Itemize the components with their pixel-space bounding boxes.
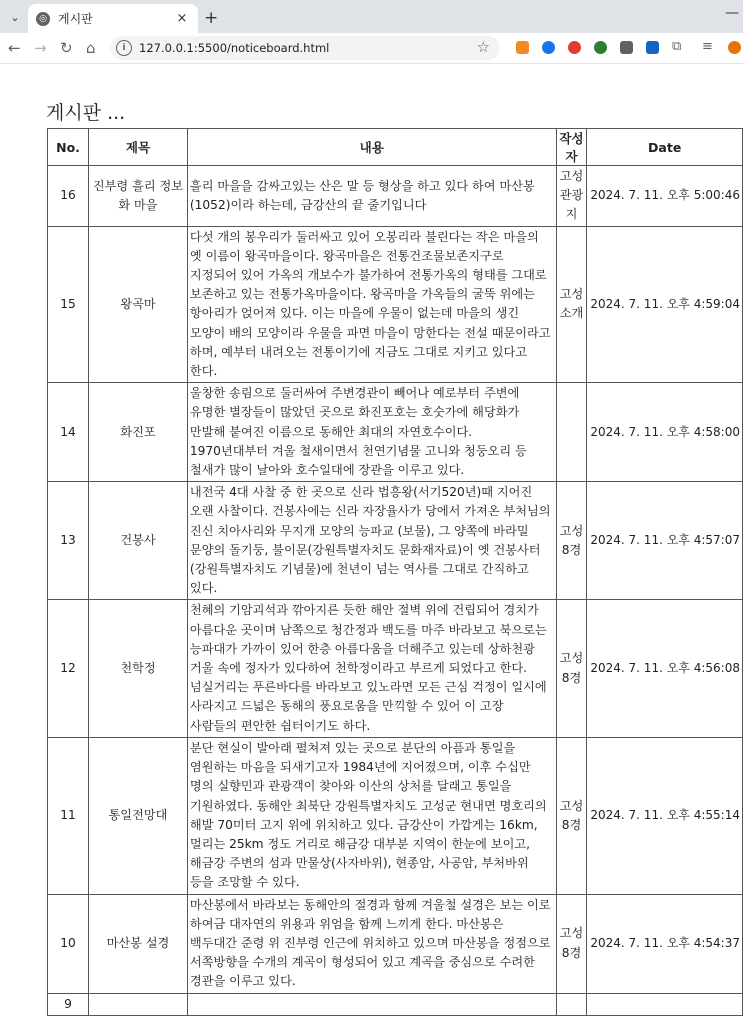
row-no: 9 — [48, 993, 89, 1015]
header-author: 작성자 — [556, 129, 587, 166]
extension-icon[interactable] — [646, 41, 659, 54]
url-text: 127.0.0.1:5500/noticeboard.html — [139, 41, 330, 55]
row-author: 고성 관광지 — [556, 166, 587, 227]
row-content: 마산봉에서 바라보는 동해안의 절경과 함께 겨울철 설경은 보는 이로 하여금 대자연의 위용과 위엄을 함께 느끼게 한다. 마산봉은 백두대간 준령 위 진부령 인근에 위치하고 있으며 마산봉을 정점으로 서쪽방향을 수개의 계곡이 형성되어 있고 계곡을 중심으로 수려한 경관을 이루고 있다. — [187, 894, 556, 993]
row-date: 2024. 7. 11. 오후 4:56:08 — [587, 600, 743, 737]
table-row[interactable] — [48, 226, 743, 383]
row-author — [556, 383, 587, 482]
row-content: 다섯 개의 봉우리가 둘러싸고 있어 오봉리라 불린다는 작은 마을의 옛 이름이 왕곡마을이다. 왕곡마을은 전통건조물보존지구로 지정되어 있어 가옥의 개보수가 불가하여 전통가옥의 형태를 그대로 보존하고 있는 전통가옥마을이다. 왕곡마을 가옥들의 굴뚝 위에는 항아리가 얹어져 있다. 이는 마을에 우물이 없는데 마을의 생긴 모양이 배의 모양이라 우물을 파면 마을이 망한다는 전설 때문이라고 하며, 예부터 내려오는 전통이기에 지금도 그대로 지키고 있다고 한다. — [187, 226, 556, 383]
row-no: 10 — [48, 894, 89, 993]
browser-tab[interactable] — [28, 4, 198, 33]
extension-icon[interactable] — [516, 41, 529, 54]
row-title: 화진포 — [89, 383, 188, 482]
bookmark-star-icon[interactable]: ☆ — [476, 38, 490, 56]
row-title — [89, 993, 188, 1015]
tab-search-button[interactable] — [4, 6, 26, 28]
reload-icon[interactable]: ↻ — [60, 39, 73, 57]
row-date: 2024. 7. 11. 오후 4:54:37 — [587, 894, 743, 993]
close-tab-button[interactable]: × — [176, 11, 188, 26]
row-title: 천학정 — [89, 600, 188, 737]
row-date: 2024. 7. 11. 오후 4:55:14 — [587, 737, 743, 894]
row-date: 2024. 7. 11. 오후 4:58:00 — [587, 383, 743, 482]
header-no: No. — [48, 129, 89, 166]
table-row[interactable] — [48, 737, 743, 894]
reading-list-icon[interactable]: ≡ — [702, 39, 713, 54]
row-no: 14 — [48, 383, 89, 482]
site-info-icon[interactable]: i — [116, 40, 132, 56]
row-no: 15 — [48, 226, 89, 383]
new-tab-button[interactable]: + — [204, 8, 219, 28]
home-icon[interactable]: ⌂ — [86, 39, 96, 57]
shield-icon[interactable] — [542, 41, 555, 54]
row-author: 고성8경 — [556, 737, 587, 894]
row-content: 내전국 4대 사찰 중 한 곳으로 신라 법흥왕(서기520년)때 지어진 오랜 사찰이다. 건봉사에는 신라 자장율사가 당에서 가져온 부처님의 진신 치아사리와 무지개 모양의 능파교 (보물), 그 양쪽에 바라밀 문양의 돌기둥, 불이문(강원특별자치도 문화재자료)이 옛 건봉사터(강원특별자치도 기념물)에 천년이 넘는 역사를 그대로 간직하고 있다. — [187, 482, 556, 600]
table-row[interactable] — [48, 166, 743, 227]
row-author — [556, 993, 587, 1015]
profile-avatar[interactable] — [728, 41, 741, 54]
notice-board-table — [47, 128, 743, 1016]
row-content — [187, 993, 556, 1015]
tab-strip — [0, 0, 743, 33]
extension-icon[interactable] — [594, 41, 607, 54]
row-author: 고성 소개 — [556, 226, 587, 383]
table-row[interactable] — [48, 894, 743, 993]
header-title: 제목 — [89, 129, 188, 166]
row-title: 마산봉 설경 — [89, 894, 188, 993]
tab-title: 게시판 — [58, 12, 93, 26]
puzzle-icon[interactable]: ⧉ — [672, 39, 682, 54]
row-date: 2024. 7. 11. 오후 4:57:07 — [587, 482, 743, 600]
globe-icon: ◎ — [36, 12, 50, 26]
row-content: 흘리 마을을 감싸고있는 산은 말 등 형상을 하고 있다 하여 마산봉(1052)이라 하는데, 금강산의 끝 줄기입니다 — [187, 166, 556, 227]
row-no: 11 — [48, 737, 89, 894]
table-row[interactable] — [48, 993, 743, 1015]
table-row[interactable] — [48, 383, 743, 482]
row-title: 통일전망대 — [89, 737, 188, 894]
row-title: 건봉사 — [89, 482, 188, 600]
page-title: 게시판 ... — [46, 102, 126, 124]
row-content: 울창한 송림으로 둘러싸여 주변경관이 빼어나 예로부터 주변에 유명한 별장들이 많았던 곳으로 화진포호는 호숫가에 해당화가 만발해 붙여진 이름으로 동해안 최대의 자연호수이다. 1970년대부터 겨울 철새이면서 천연기념물 고니와 청둥오리 등 철새가 많이 날아와 호수일대에 장관을 이루고 있다. — [187, 383, 556, 482]
row-no: 16 — [48, 166, 89, 227]
row-content: 분단 현실이 발아래 펼쳐져 있는 곳으로 분단의 아픔과 통일을 염원하는 마음을 되새기고자 1984년에 지어졌으며, 이후 수십만 명의 실향민과 관광객이 찾아와 이산의 상처를 달래고 통일을 기원하였다. 동해안 최북단 강원특별자치도 고성군 현내면 명호리의 해발 70미터 고지 위에 위치하고 있다. 금강산이 가깝게는 16km, 멀리는 25km 정도 거리로 해금강 대부분 지역이 한눈에 보이고, 해금강 주변의 섬과 만물상(사자바위), 현종암, 사공암, 부처바위 등을 조망할 수 있다. — [187, 737, 556, 894]
table-row[interactable] — [48, 482, 743, 600]
address-bar[interactable] — [110, 36, 500, 60]
chevron-down-icon: ⌄ — [10, 10, 20, 24]
extension-icon[interactable] — [620, 41, 633, 54]
row-no: 13 — [48, 482, 89, 600]
adblock-icon[interactable] — [568, 41, 581, 54]
header-date: Date — [587, 129, 743, 166]
row-date: 2024. 7. 11. 오후 4:59:04 — [587, 226, 743, 383]
back-icon[interactable]: ← — [8, 39, 21, 57]
row-author: 고성8경 — [556, 894, 587, 993]
header-content: 내용 — [187, 129, 556, 166]
row-author: 고성8경 — [556, 482, 587, 600]
row-date: 2024. 7. 11. 오후 5:00:46 — [587, 166, 743, 227]
row-date — [587, 993, 743, 1015]
row-title: 왕곡마 — [89, 226, 188, 383]
row-title: 진부령 흘리 정보화 마을 — [89, 166, 188, 227]
minimize-button[interactable]: — — [725, 5, 739, 21]
browser-toolbar — [0, 33, 743, 64]
table-header-row — [48, 129, 743, 166]
row-no: 12 — [48, 600, 89, 737]
row-author: 고성8경 — [556, 600, 587, 737]
table-row[interactable] — [48, 600, 743, 737]
row-content: 천혜의 기암괴석과 깎아지른 듯한 해안 절벽 위에 건립되어 경치가 아름다운 곳이며 남쪽으로 청간정과 백도를 마주 바라보고 북으로는 능파대가 가까이 있어 한층 아름다움을 더해주고 있는데 상하천광 거울 속에 정자가 있다하여 천학정이라고 부르게 되었다고 한다. 넘실거리는 푸른바다를 바라보고 있노라면 모든 근심 걱정이 일시에 사라지고 드넓은 동해의 풍요로움을 만끽할 수 있어 이 고장 사람들의 편안한 쉼터이기도 하다. — [187, 600, 556, 737]
forward-icon[interactable]: → — [34, 39, 47, 57]
